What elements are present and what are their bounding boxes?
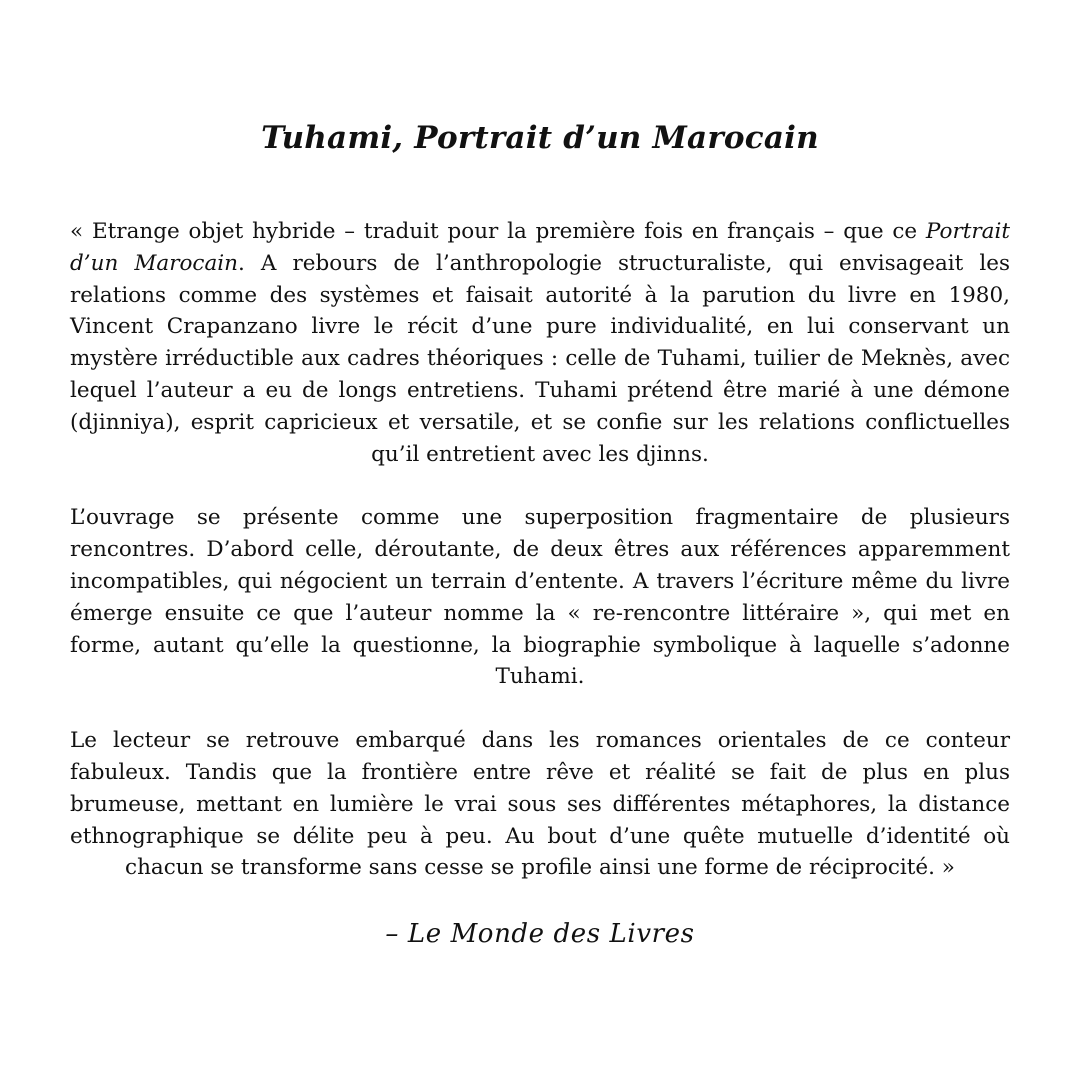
paragraph-1-opening-text: « Etrange objet hybride – traduit pour la première fois en français – que ce (70, 219, 926, 244)
book-title: Tuhami, Portrait d’un Marocain (261, 120, 819, 156)
review-paragraph-3: Le lecteur se retrouve embarqué dans les romances orientales de ce conteur fabuleux. Tandis que la frontière entre rêve et réalité se fait de plus en plus brumeuse, mettant en lumière le vrai sous ses différentes métaphores, la distance ethnographique se délite peu à peu. Au bout d’une quête mutuelle d’identité où chacun se transforme sans cesse se profile ainsi une forme de réciprocité. » (70, 728, 1010, 881)
paragraph-1-body-text: . A rebours de l’anthropologie structuraliste, qui envisageait les relations comme des systèmes et faisait autorité à la parution du livre en 1980, Vincent Crapanzano livre le récit d’une pure individualité, en lui conservant un mystère irréductible aux cadres théoriques : celle de Tuhami, tuilier de Meknès, avec lequel l’auteur a eu de longs entretiens. Tuhami prétend être marié à une démone (djinniya), esprit capricieux et versatile, et se confie sur les relations conflictuelles qu’il entretient avec les djinns. (70, 250, 1010, 467)
review-paragraph-1 (70, 216, 1010, 470)
italic-book-title: Portrait d’un Marocain (70, 219, 1010, 276)
review-source: – Le Monde des Livres (385, 919, 695, 950)
review-paragraph-2: L’ouvrage se présente comme une superposition fragmentaire de plusieurs rencontres. D’abord celle, déroutante, de deux êtres aux références apparemment incompatibles, qui négocient un terrain d’entente. A travers l’écriture même du livre émerge ensuite ce que l’auteur nomme la « re-rencontre littéraire », qui met en forme, autant qu’elle la questionne, la biographie symbolique à laquelle s’adonne Tuhami. (70, 505, 1010, 690)
